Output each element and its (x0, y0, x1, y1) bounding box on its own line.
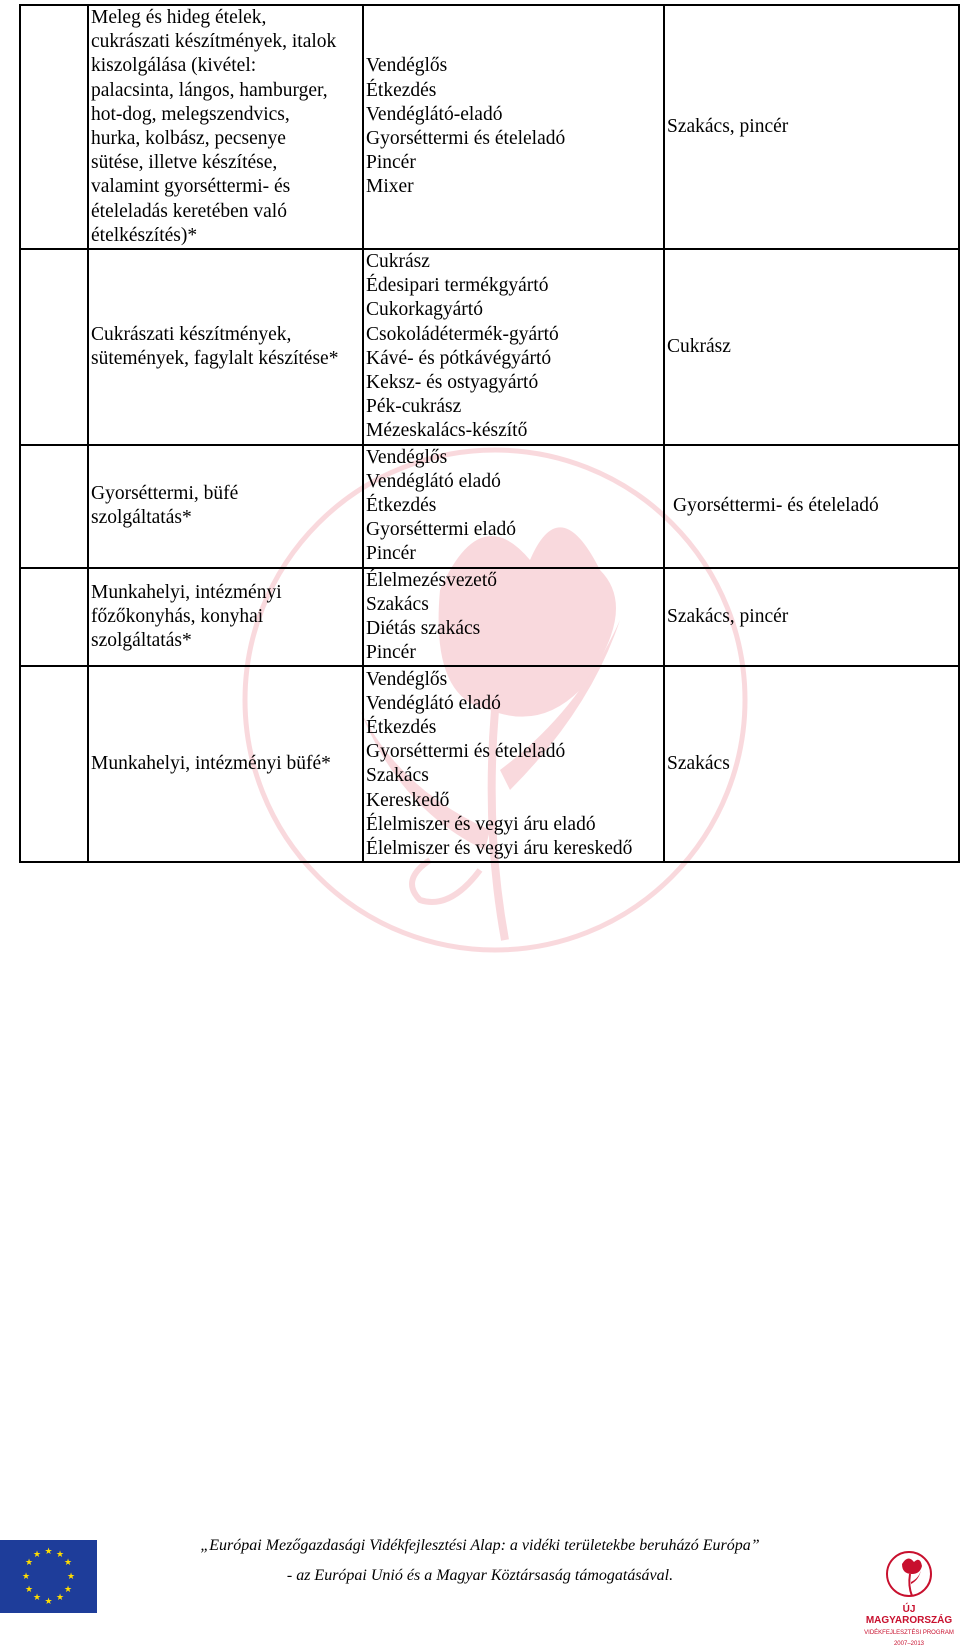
staff-text: Szakács, pincér (667, 605, 789, 627)
qualification-line: Gyorséttermi eladó (366, 519, 516, 541)
svg-text:★: ★ (44, 1597, 53, 1607)
qualification-line: Szakács (366, 765, 429, 787)
qualification-cell (363, 568, 664, 667)
qualification-cell (363, 666, 664, 862)
table-row (20, 5, 959, 249)
activity-line: Munkahelyi, intézményi (91, 581, 282, 603)
logo-subtitle: VIDÉKFEJLESZTÉSI PROGRAM (864, 1630, 954, 1636)
svg-text:★: ★ (66, 1572, 76, 1582)
qualification-line: Pincér (366, 543, 416, 565)
activity-line: hurka, kolbász, pecsenye (91, 128, 286, 150)
activity-line: cukrászati készítmények, italok (91, 31, 337, 53)
qualification-line: Cukrász (366, 251, 430, 273)
svg-text:★: ★ (32, 1550, 42, 1560)
staff-cell (664, 5, 959, 249)
staff-cell (664, 568, 959, 667)
svg-text:★: ★ (44, 1547, 53, 1557)
staff-text: Cukrász (667, 335, 731, 357)
logo-years: 2007–2013 (893, 1641, 925, 1647)
qualification-line: Pincér (366, 152, 416, 174)
logo-caption (862, 1604, 956, 1648)
qualification-line: Vendéglős (366, 668, 448, 690)
qualification-line: Mézeskalács-készítő (366, 420, 528, 442)
qualification-line: Diétás szakács (366, 618, 481, 640)
activity-line: szolgáltatás* (91, 507, 192, 529)
qualification-line: Keksz- és ostyagyártó (366, 372, 539, 394)
footer-funding-line: „Európai Mezőgazdasági Vidékfejlesztési Alap: a vidéki területekbe beruházó Európa” (200, 1537, 760, 1554)
eu-flag-logo (0, 1540, 97, 1613)
activity-line: sütemények, fagylalt készítése* (91, 347, 339, 369)
svg-text:★: ★ (63, 1558, 73, 1568)
qualification-line: Gyorséttermi és ételeladó (366, 741, 566, 763)
staff-text: Szakács (667, 753, 730, 775)
activity-cell (88, 249, 363, 445)
blank-cell (20, 445, 88, 568)
activity-cell (88, 5, 363, 249)
qualification-line: Gyorséttermi és ételeladó (366, 128, 566, 150)
svg-text:★: ★ (24, 1558, 34, 1568)
staff-cell (664, 445, 959, 568)
activity-line: Munkahelyi, intézményi büfé* (91, 753, 331, 775)
qualification-line: Mixer (366, 176, 414, 198)
staff-cell (664, 249, 959, 445)
table-row (20, 666, 959, 862)
svg-text:★: ★ (55, 1593, 65, 1603)
svg-text:★: ★ (32, 1593, 42, 1603)
table-row (20, 445, 959, 568)
qualification-line: Étkezdés (366, 495, 437, 517)
activity-line: kiszolgálása (kivétel: (91, 55, 257, 77)
activity-line: palacsinta, lángos, hamburger, (91, 79, 328, 101)
staff-text: Szakács, pincér (667, 115, 789, 137)
staff-cell (664, 666, 959, 862)
table-row (20, 249, 959, 445)
qualification-line: Élelmiszer és vegyi áru eladó (366, 813, 596, 835)
qualification-line: Élelmiszer és vegyi áru kereskedő (366, 838, 633, 860)
table-row (20, 568, 959, 667)
activity-cell (88, 445, 363, 568)
qualification-line: Étkezdés (366, 717, 437, 739)
svg-text:★: ★ (24, 1585, 34, 1595)
activity-line: ételkészítés)* (91, 224, 198, 246)
qualification-line: Élelmezésvezető (366, 569, 498, 591)
qualification-line: Kávé- és pótkávégyártó (366, 347, 552, 369)
blank-cell (20, 666, 88, 862)
qualification-cell (363, 249, 664, 445)
qualification-line: Kereskedő (366, 789, 450, 811)
qualification-line: Szakács (366, 593, 429, 615)
qualification-line: Vendéglős (366, 55, 448, 77)
activity-cell (88, 666, 363, 862)
activity-line: sütése, illetve készítése, (91, 152, 278, 174)
blank-cell (20, 568, 88, 667)
qualification-line: Pincér (366, 642, 416, 664)
qualification-line: Vendéglős (366, 446, 448, 468)
qualification-line: Étkezdés (366, 79, 437, 101)
svg-text:★: ★ (21, 1572, 31, 1582)
logo-title: ÚJ MAGYARORSZÁG (865, 1604, 953, 1626)
qualification-line: Pék-cukrász (366, 396, 462, 418)
staff-text: Gyorséttermi- és ételeladó (673, 495, 879, 517)
qualification-table (19, 4, 960, 863)
activity-line: Gyorséttermi, büfé (91, 482, 239, 504)
activity-line: szolgáltatás* (91, 630, 192, 652)
qualification-line: Édesipari termékgyártó (366, 275, 549, 297)
qualification-line: Cukorkagyártó (366, 299, 483, 321)
uj-magyarorszag-logo (862, 1548, 956, 1647)
blank-cell (20, 5, 88, 249)
svg-text:★: ★ (63, 1585, 73, 1595)
qualification-cell (363, 5, 664, 249)
activity-line: főzőkonyhás, konyhai (91, 605, 264, 627)
blank-cell (20, 249, 88, 445)
activity-line: Meleg és hideg ételek, (91, 7, 267, 28)
flower-icon (862, 1548, 956, 1604)
footer-support-line: - az Európai Unió és a Magyar Köztársaság támogatásával. (286, 1567, 674, 1584)
svg-text:★: ★ (55, 1550, 65, 1560)
qualification-line: Vendéglátó eladó (366, 692, 501, 714)
qualification-line: Vendéglátó-eladó (366, 103, 503, 125)
qualification-cell (363, 445, 664, 568)
activity-cell (88, 568, 363, 667)
activity-line: hot-dog, melegszendvics, (91, 103, 290, 125)
qualification-line: Csokoládétermék-gyártó (366, 323, 559, 345)
qualification-line: Vendéglátó eladó (366, 470, 501, 492)
activity-line: ételeladás keretében való (91, 200, 287, 222)
activity-line: valamint gyorséttermi- és (91, 176, 291, 198)
activity-line: Cukrászati készítmények, (91, 323, 292, 345)
